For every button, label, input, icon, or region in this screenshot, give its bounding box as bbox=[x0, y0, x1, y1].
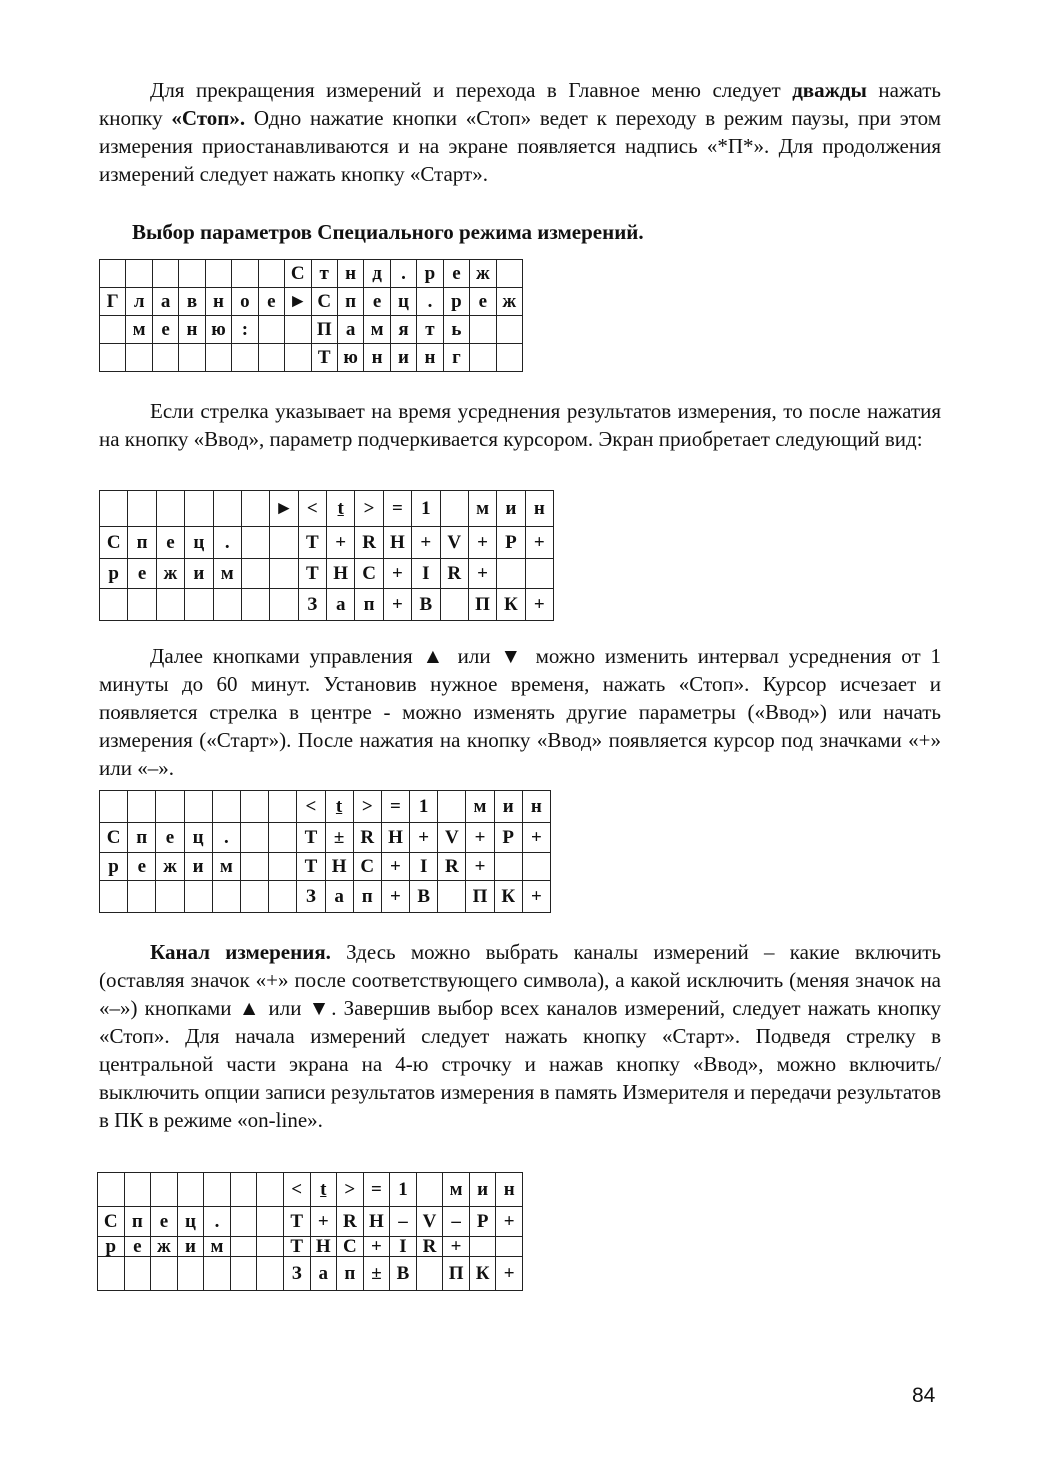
screen-cell: л bbox=[126, 288, 152, 316]
screen-cell: R bbox=[355, 527, 383, 559]
screen-cell bbox=[184, 791, 212, 823]
screen-cell: и bbox=[390, 344, 416, 372]
screen-cell bbox=[205, 260, 231, 288]
menu-screen-body bbox=[100, 260, 523, 372]
screen-cell bbox=[269, 791, 297, 823]
screen-cell: Р bbox=[497, 527, 525, 559]
screen-averaging-table bbox=[99, 490, 554, 621]
screen-cell: . bbox=[204, 1207, 231, 1237]
screen-cell bbox=[179, 344, 205, 372]
screen-cell: I bbox=[410, 853, 438, 881]
screen-cell: + bbox=[525, 527, 553, 559]
screen-cell: я bbox=[390, 316, 416, 344]
screen-cell: Н bbox=[327, 559, 355, 589]
screen-cell: + bbox=[383, 559, 411, 589]
screen-cell: R bbox=[353, 823, 381, 853]
screen-cell bbox=[440, 491, 468, 527]
screen-cell bbox=[257, 1207, 284, 1237]
screen-cell: К bbox=[469, 1257, 496, 1291]
screen-cell: С bbox=[98, 1207, 125, 1237]
screen-cell: е bbox=[124, 1237, 151, 1257]
screen-cell: е bbox=[156, 823, 184, 853]
screen-cell: п bbox=[128, 527, 156, 559]
intro-text-2: нажать кнопку bbox=[99, 78, 941, 130]
screen-cell: С bbox=[311, 288, 337, 316]
screen-cell: П bbox=[466, 881, 494, 913]
screen-cell: = bbox=[363, 1173, 390, 1207]
screen-cell: и bbox=[177, 1237, 204, 1257]
screen-cell: м bbox=[466, 791, 494, 823]
screen-cell bbox=[98, 1173, 125, 1207]
screen-cell bbox=[240, 853, 268, 881]
screen-cell: + bbox=[468, 559, 496, 589]
screen-cell: К bbox=[494, 881, 522, 913]
screen-cell: + bbox=[410, 823, 438, 853]
screen-cell: н bbox=[417, 344, 443, 372]
screen-cell: + bbox=[383, 589, 411, 621]
screen-cell bbox=[230, 1173, 257, 1207]
screen-row bbox=[100, 316, 523, 344]
screen-cell: п bbox=[337, 288, 363, 316]
screen-cell: + bbox=[310, 1207, 337, 1237]
screen-row bbox=[100, 791, 551, 823]
screen-cell: I bbox=[412, 559, 440, 589]
screen-cell: н bbox=[205, 288, 231, 316]
screen-cell bbox=[124, 1173, 151, 1207]
screen-cell bbox=[241, 589, 269, 621]
screen-cell: п bbox=[128, 823, 156, 853]
screen-cell: < bbox=[297, 791, 325, 823]
screen-cell: t bbox=[327, 491, 355, 527]
screen-cell: П bbox=[311, 316, 337, 344]
screen-cell bbox=[100, 881, 128, 913]
screen-cell bbox=[269, 853, 297, 881]
screen-cell: + bbox=[363, 1237, 390, 1257]
screen-row bbox=[100, 260, 523, 288]
screen-cell: ± bbox=[325, 823, 353, 853]
screen-cell bbox=[257, 1237, 284, 1257]
screen-cell: н bbox=[179, 316, 205, 344]
screen-cell bbox=[128, 881, 156, 913]
screen-cell: и bbox=[469, 1173, 496, 1207]
screen-cell: H bbox=[383, 527, 411, 559]
screen-cursor-body bbox=[100, 791, 551, 913]
intro-bold-stop: «Стоп». bbox=[171, 106, 246, 130]
screen-cell: е bbox=[364, 288, 390, 316]
screen-cell: + bbox=[443, 1237, 470, 1257]
screen-cell bbox=[185, 491, 213, 527]
screen-row bbox=[100, 288, 523, 316]
screen-cell: . bbox=[212, 823, 240, 853]
screen-cell: и bbox=[185, 559, 213, 589]
screen-cell bbox=[497, 559, 525, 589]
screen-row bbox=[98, 1207, 523, 1237]
screen-cell: ц bbox=[390, 288, 416, 316]
screen-cell bbox=[258, 260, 284, 288]
screen-cell: 1 bbox=[412, 491, 440, 527]
screen-cell: т bbox=[417, 316, 443, 344]
paragraph-interval: Далее кнопками управления ▲ или ▼ можно изменить интервал усреднения от 1 минуты до 60 минут. Установив нужное временя, нажать «Стоп». Курсор исчезает и появляется стрелка в центре - можно изменять другие параметры («Ввод») или начать измерения («Старт»). После нажатия на кнопку «Ввод» появляется курсор под значками «+» или «–». bbox=[99, 644, 941, 780]
screen-cell: о bbox=[232, 288, 258, 316]
screen-cell: + bbox=[496, 1207, 523, 1237]
screen-cell: Т bbox=[297, 853, 325, 881]
screen-row bbox=[100, 853, 551, 881]
screen-cell: ю bbox=[205, 316, 231, 344]
screen-cell: + bbox=[466, 853, 494, 881]
screen-cell: t bbox=[310, 1173, 337, 1207]
screen-cell bbox=[156, 491, 184, 527]
screen-cell: е bbox=[152, 316, 178, 344]
screen-cell: ж bbox=[156, 853, 184, 881]
screen-cell: = bbox=[381, 791, 409, 823]
screen-cell bbox=[177, 1173, 204, 1207]
screen-cell: С bbox=[337, 1237, 364, 1257]
screen-cell: + bbox=[381, 853, 409, 881]
screen-cell bbox=[100, 589, 128, 621]
screen-cell: р bbox=[100, 853, 128, 881]
screen-cell: Т bbox=[311, 344, 337, 372]
screen-cell bbox=[416, 1173, 443, 1207]
screen-cell: В bbox=[410, 881, 438, 913]
screen-cell: П bbox=[468, 589, 496, 621]
screen-cell: ж bbox=[496, 288, 522, 316]
screen-cell: + bbox=[496, 1257, 523, 1291]
screen-cell: З bbox=[283, 1257, 310, 1291]
screen-row bbox=[100, 559, 554, 589]
screen-cell bbox=[100, 260, 126, 288]
screen-cell: 1 bbox=[410, 791, 438, 823]
screen-cell: и bbox=[494, 791, 522, 823]
screen-cell: R bbox=[337, 1207, 364, 1237]
screen-cell bbox=[522, 853, 550, 881]
screen-cell bbox=[470, 344, 496, 372]
screen-cell: н bbox=[525, 491, 553, 527]
screen-cell bbox=[204, 1173, 231, 1207]
screen-cell bbox=[152, 260, 178, 288]
screen-cell: а bbox=[327, 589, 355, 621]
screen-cell bbox=[270, 589, 298, 621]
screen-cell bbox=[213, 589, 241, 621]
screen-cell bbox=[230, 1237, 257, 1257]
channel-text: Здесь можно выбрать каналы измерений – какие включить (оставляя значок «+» после соответствующего символа), а какой исключить (меняя значок на «–») кнопками ▲ или ▼. Завершив выбор всех каналов измерений, следует нажать кнопку «Стоп». Для начала измерений следует нажать кнопку «Старт». Подведя стрелку в центральной части экрана на 4-ю строчку и нажав кнопку «Ввод», можно включить/выключить опции записи результатов измерения в память Измерителя и передачи результатов в ПК в режиме «on-line». bbox=[99, 940, 941, 1132]
screen-cell bbox=[438, 791, 466, 823]
screen-cell bbox=[257, 1173, 284, 1207]
channel-heading: Канал измерения. bbox=[150, 940, 331, 964]
screen-cell bbox=[257, 1257, 284, 1291]
screen-cell bbox=[525, 559, 553, 589]
screen-cell: е bbox=[151, 1207, 178, 1237]
screen-cell: п bbox=[355, 589, 383, 621]
screen-cell bbox=[469, 1237, 496, 1257]
screen-cell: Т bbox=[298, 559, 326, 589]
screen-cell: ± bbox=[363, 1257, 390, 1291]
screen-cell bbox=[151, 1173, 178, 1207]
screen-cell bbox=[269, 881, 297, 913]
screen-cell bbox=[100, 491, 128, 527]
screen-cell: + bbox=[522, 823, 550, 853]
screen-cell bbox=[128, 791, 156, 823]
screen-cell: п bbox=[337, 1257, 364, 1291]
screen-cell: м bbox=[443, 1173, 470, 1207]
screen-row bbox=[98, 1237, 523, 1257]
screen-cell bbox=[240, 881, 268, 913]
screen-cell bbox=[230, 1207, 257, 1237]
screen-cell bbox=[184, 881, 212, 913]
screen-cell: Р bbox=[469, 1207, 496, 1237]
screen-cell bbox=[98, 1257, 125, 1291]
screen-cell: V bbox=[416, 1207, 443, 1237]
screen-cell: С bbox=[353, 853, 381, 881]
screen-cell: Н bbox=[310, 1237, 337, 1257]
menu-screen-table bbox=[99, 259, 523, 372]
screen-cell: Р bbox=[494, 823, 522, 853]
screen-cell: ► bbox=[270, 491, 298, 527]
page-number: 84 bbox=[912, 1384, 936, 1407]
screen-cell: в bbox=[179, 288, 205, 316]
screen-cell: п bbox=[124, 1207, 151, 1237]
screen-cell bbox=[496, 344, 522, 372]
screen-cell: H bbox=[381, 823, 409, 853]
screen-cell: H bbox=[363, 1207, 390, 1237]
screen-cell bbox=[240, 823, 268, 853]
screen-cell bbox=[258, 344, 284, 372]
screen-cell: м bbox=[213, 559, 241, 589]
screen-cell: ц bbox=[184, 823, 212, 853]
screen-cell bbox=[241, 559, 269, 589]
screen-cell: V bbox=[440, 527, 468, 559]
screen-cell: р bbox=[100, 559, 128, 589]
screen-row bbox=[100, 881, 551, 913]
screen-cell: е bbox=[156, 527, 184, 559]
screen-cell bbox=[213, 491, 241, 527]
screen-cell: р bbox=[98, 1237, 125, 1257]
screen-row bbox=[100, 527, 554, 559]
screen-cell bbox=[269, 823, 297, 853]
screen-cell bbox=[440, 589, 468, 621]
screen-cursor-table bbox=[99, 790, 551, 913]
screen-cell: м bbox=[204, 1237, 231, 1257]
screen-cell: ь bbox=[443, 316, 469, 344]
screen-cell: + bbox=[412, 527, 440, 559]
screen-cell bbox=[128, 589, 156, 621]
screen-cell: т bbox=[311, 260, 337, 288]
screen-cell bbox=[212, 791, 240, 823]
screen-cell: . bbox=[417, 288, 443, 316]
screen-cell: ж bbox=[156, 559, 184, 589]
screen-cell: С bbox=[355, 559, 383, 589]
screen-cell bbox=[232, 344, 258, 372]
screen-cell: ц bbox=[177, 1207, 204, 1237]
screen-cell: а bbox=[310, 1257, 337, 1291]
screen-cell: м bbox=[364, 316, 390, 344]
intro-text-3: Одно нажатие кнопки «Стоп» ведет к переходу в режим паузы, при этом измерения приостанавливаются и на экране появляется надпись «*П*». Для продолжения измерений следует нажать кнопку «Старт». bbox=[99, 106, 942, 186]
screen-cell: ► bbox=[285, 288, 311, 316]
screen-cell: З bbox=[297, 881, 325, 913]
screen-cell: < bbox=[298, 491, 326, 527]
screen-cell: t bbox=[325, 791, 353, 823]
screen-cell: С bbox=[100, 527, 128, 559]
screen-cell bbox=[285, 316, 311, 344]
screen-cell: + bbox=[381, 881, 409, 913]
screen-cell: + bbox=[522, 881, 550, 913]
screen-cell bbox=[240, 791, 268, 823]
screen-cell bbox=[185, 589, 213, 621]
screen-cell: Т bbox=[283, 1237, 310, 1257]
screen-cell: > bbox=[337, 1173, 364, 1207]
screen-cell: н bbox=[496, 1173, 523, 1207]
screen-cell: ю bbox=[337, 344, 363, 372]
screen-cell: м bbox=[468, 491, 496, 527]
screen-cell: К bbox=[497, 589, 525, 621]
screen-cell bbox=[156, 589, 184, 621]
screen-cell: С bbox=[100, 823, 128, 853]
screen-cell: н bbox=[337, 260, 363, 288]
screen-cell bbox=[496, 316, 522, 344]
screen-cell: + bbox=[525, 589, 553, 621]
screen-cell: г bbox=[443, 344, 469, 372]
screen-cell bbox=[124, 1257, 151, 1291]
screen-cell bbox=[151, 1257, 178, 1291]
screen-cell bbox=[126, 260, 152, 288]
screen-cell: м bbox=[212, 853, 240, 881]
screen-cell: П bbox=[443, 1257, 470, 1291]
screen-cell bbox=[177, 1257, 204, 1291]
screen-cell: + bbox=[468, 527, 496, 559]
screen-cell: R bbox=[438, 853, 466, 881]
screen-cell: С bbox=[285, 260, 311, 288]
screen-cell bbox=[128, 491, 156, 527]
screen-cell: : bbox=[232, 316, 258, 344]
screen-cell: Н bbox=[325, 853, 353, 881]
screen-averaging-body bbox=[100, 491, 554, 621]
screen-cell: н bbox=[364, 344, 390, 372]
screen-cell: В bbox=[390, 1257, 417, 1291]
screen-cell: а bbox=[325, 881, 353, 913]
screen-cell bbox=[156, 791, 184, 823]
screen-cell: . bbox=[213, 527, 241, 559]
screen-cell: – bbox=[390, 1207, 417, 1237]
screen-cell bbox=[416, 1257, 443, 1291]
screen-cell: е bbox=[443, 260, 469, 288]
screen-cell: р bbox=[417, 260, 443, 288]
screen-cell bbox=[100, 344, 126, 372]
screen-cell bbox=[496, 260, 522, 288]
section-heading: Выбор параметров Специального режима измерений. bbox=[132, 220, 644, 244]
screen-cell bbox=[152, 344, 178, 372]
paragraph-channel bbox=[99, 938, 941, 1134]
screen-channel-body bbox=[98, 1173, 523, 1291]
screen-cell bbox=[232, 260, 258, 288]
screen-row bbox=[100, 344, 523, 372]
screen-cell: Т bbox=[297, 823, 325, 853]
screen-cell bbox=[126, 344, 152, 372]
screen-cell bbox=[258, 316, 284, 344]
screen-row bbox=[100, 823, 551, 853]
screen-cell bbox=[470, 316, 496, 344]
screen-cell bbox=[494, 853, 522, 881]
screen-cell: – bbox=[443, 1207, 470, 1237]
paragraph-cursor: Если стрелка указывает на время усреднения результатов измерения, то после нажатия на кнопку «Ввод», параметр подчеркивается курсором. Экран приобретает следующий вид: bbox=[99, 399, 941, 451]
screen-cell bbox=[270, 559, 298, 589]
screen-cell bbox=[241, 491, 269, 527]
screen-cell: ж bbox=[470, 260, 496, 288]
screen-row bbox=[100, 589, 554, 621]
screen-cell: е bbox=[470, 288, 496, 316]
screen-cell: Т bbox=[298, 527, 326, 559]
screen-cell: З bbox=[298, 589, 326, 621]
screen-cell bbox=[100, 791, 128, 823]
screen-cell: н bbox=[522, 791, 550, 823]
screen-cell bbox=[205, 344, 231, 372]
screen-cell: ж bbox=[151, 1237, 178, 1257]
screen-cell bbox=[179, 260, 205, 288]
intro-paragraph bbox=[99, 76, 941, 188]
screen-cell bbox=[156, 881, 184, 913]
screen-cell: е bbox=[128, 559, 156, 589]
screen-cell: В bbox=[412, 589, 440, 621]
screen-cell: R bbox=[416, 1237, 443, 1257]
screen-cell: > bbox=[353, 791, 381, 823]
screen-cell bbox=[438, 881, 466, 913]
screen-cell: п bbox=[353, 881, 381, 913]
screen-cell: + bbox=[327, 527, 355, 559]
screen-cell: д bbox=[364, 260, 390, 288]
screen-cell bbox=[241, 527, 269, 559]
intro-bold-twice: дважды bbox=[792, 78, 867, 102]
screen-cell: . bbox=[390, 260, 416, 288]
screen-cell: е bbox=[128, 853, 156, 881]
screen-cell bbox=[212, 881, 240, 913]
screen-cell bbox=[285, 344, 311, 372]
screen-cell: Г bbox=[100, 288, 126, 316]
screen-cell: и bbox=[497, 491, 525, 527]
screen-cell bbox=[230, 1257, 257, 1291]
screen-cell: V bbox=[438, 823, 466, 853]
screen-cell: м bbox=[126, 316, 152, 344]
screen-cell: I bbox=[390, 1237, 417, 1257]
screen-cell: R bbox=[440, 559, 468, 589]
screen-cell: а bbox=[337, 316, 363, 344]
screen-cell: = bbox=[383, 491, 411, 527]
screen-cell bbox=[270, 527, 298, 559]
screen-cell: < bbox=[283, 1173, 310, 1207]
screen-cell bbox=[496, 1237, 523, 1257]
screen-cell bbox=[100, 316, 126, 344]
screen-cell: е bbox=[258, 288, 284, 316]
screen-cell: р bbox=[443, 288, 469, 316]
screen-row bbox=[98, 1257, 523, 1291]
screen-cell: Т bbox=[283, 1207, 310, 1237]
screen-row bbox=[100, 491, 554, 527]
screen-cell: ц bbox=[185, 527, 213, 559]
screen-cell: > bbox=[355, 491, 383, 527]
screen-cell: и bbox=[184, 853, 212, 881]
screen-cell: 1 bbox=[390, 1173, 417, 1207]
screen-cell: + bbox=[466, 823, 494, 853]
screen-row bbox=[98, 1173, 523, 1207]
screen-cell: а bbox=[152, 288, 178, 316]
intro-text-1: Для прекращения измерений и перехода в Главное меню следует bbox=[150, 78, 793, 102]
screen-cell bbox=[204, 1257, 231, 1291]
screen-channel-table bbox=[97, 1172, 523, 1291]
